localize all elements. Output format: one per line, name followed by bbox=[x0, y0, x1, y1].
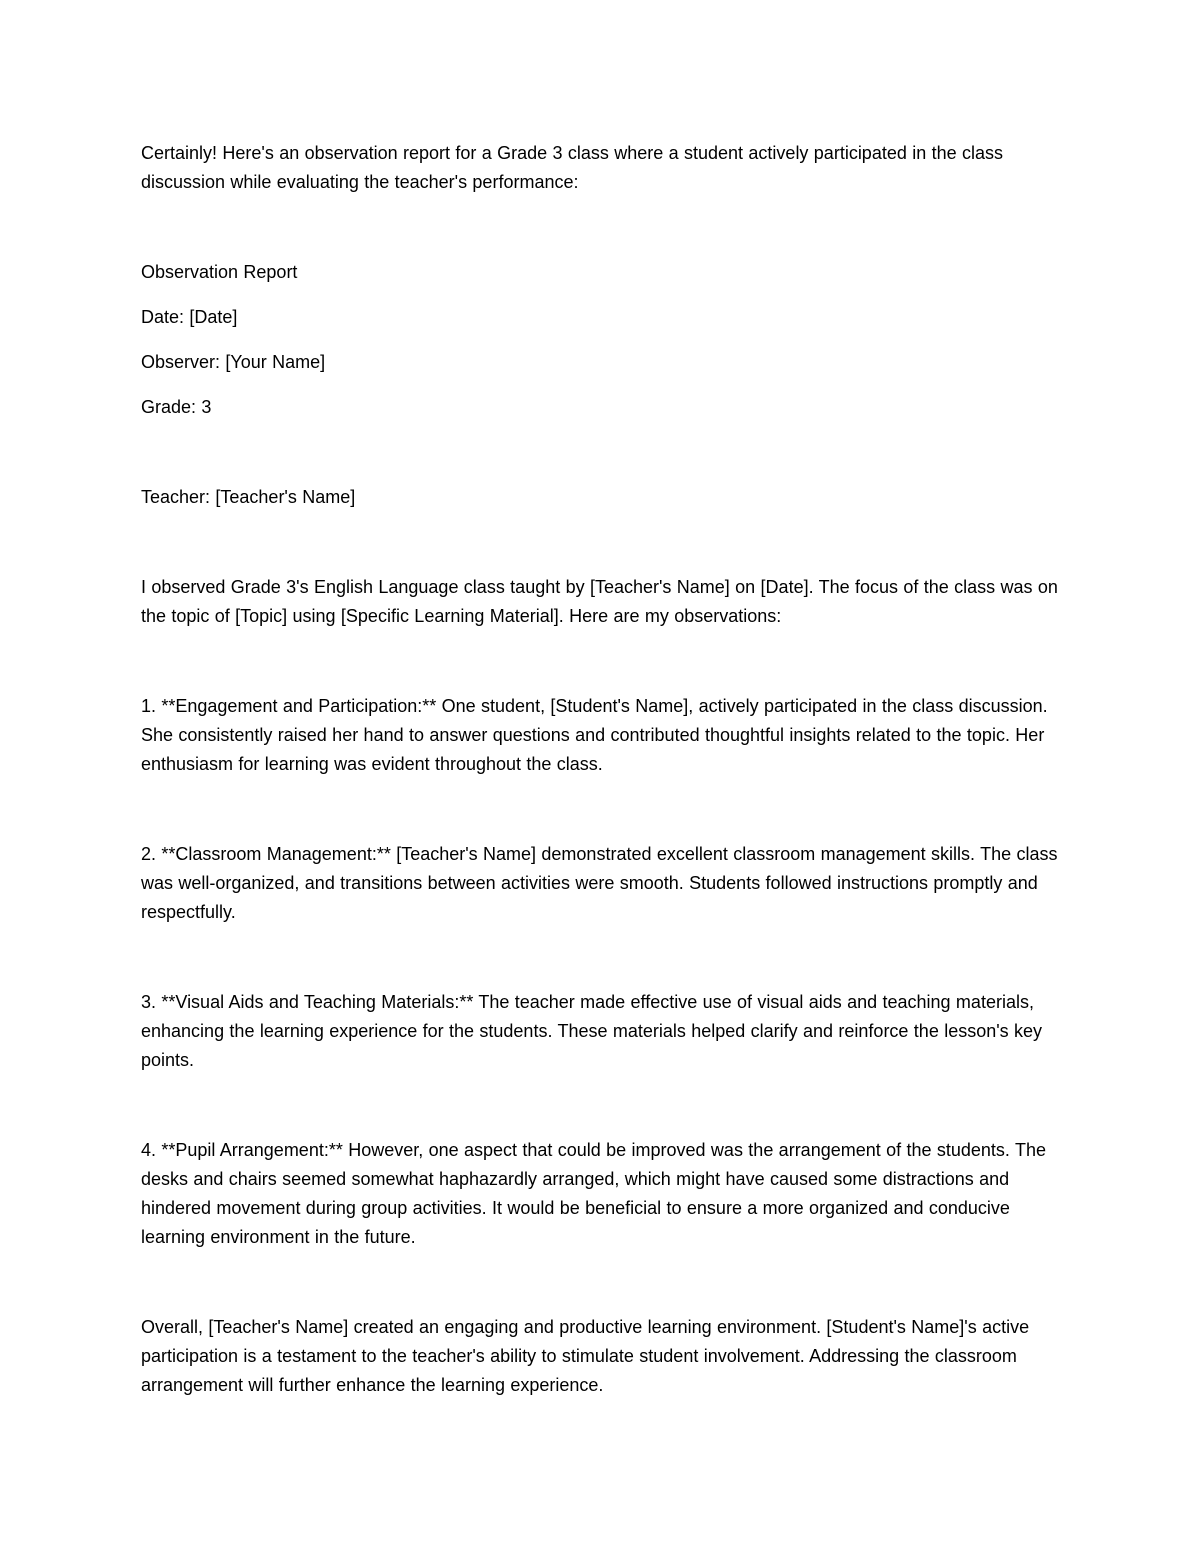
conclusion-paragraph: Overall, [Teacher's Name] created an engaging and productive learning environment. [Student's Name]'s active participation is a testament to the teacher's ability to stimulate student involvement. Addressing the classroom arrangement will further enhance the learning experience. bbox=[141, 1317, 1030, 1395]
observation-item-3: 3. **Visual Aids and Teaching Materials:** The teacher made effective use of visual aids and teaching materials, enhancing the learning experience for the students. These materials helped clarify and reinforce the lesson's key points. bbox=[141, 992, 1043, 1070]
observer-line: Observer: [Your Name] bbox=[141, 352, 326, 372]
date-line: Date: [Date] bbox=[141, 307, 238, 327]
overview-paragraph: I observed Grade 3's English Language class taught by [Teacher's Name] on [Date]. The focus of the class was on the topic of [Topic] using [Specific Learning Material]. Here are my observations: bbox=[141, 577, 1058, 626]
observation-item-2: 2. **Classroom Management:** [Teacher's Name] demonstrated excellent classroom management skills. The class was well-organized, and transitions between activities were smooth. Students followed instructions promptly and respectfully. bbox=[141, 844, 1058, 922]
report-title: Observation Report bbox=[141, 262, 298, 282]
observation-item-1: 1. **Engagement and Participation:** One student, [Student's Name], actively participated in the class discussion. She consistently raised her hand to answer questions and contributed thoughtful insights related to the topic. Her enthusiasm for learning was evident throughout the class. bbox=[141, 696, 1048, 774]
teacher-line: Teacher: [Teacher's Name] bbox=[141, 487, 356, 507]
observation-item-4: 4. **Pupil Arrangement:** However, one aspect that could be improved was the arrangement of the students. The desks and chairs seemed somewhat haphazardly arranged, which might have caused some distractions and hindered movement during group activities. It would be beneficial to ensure a more organized and conducive learning environment in the future. bbox=[141, 1140, 1046, 1247]
intro-paragraph: Certainly! Here's an observation report for a Grade 3 class where a student actively participated in the class discussion while evaluating the teacher's performance: bbox=[141, 143, 1003, 192]
grade-line: Grade: 3 bbox=[141, 397, 212, 417]
